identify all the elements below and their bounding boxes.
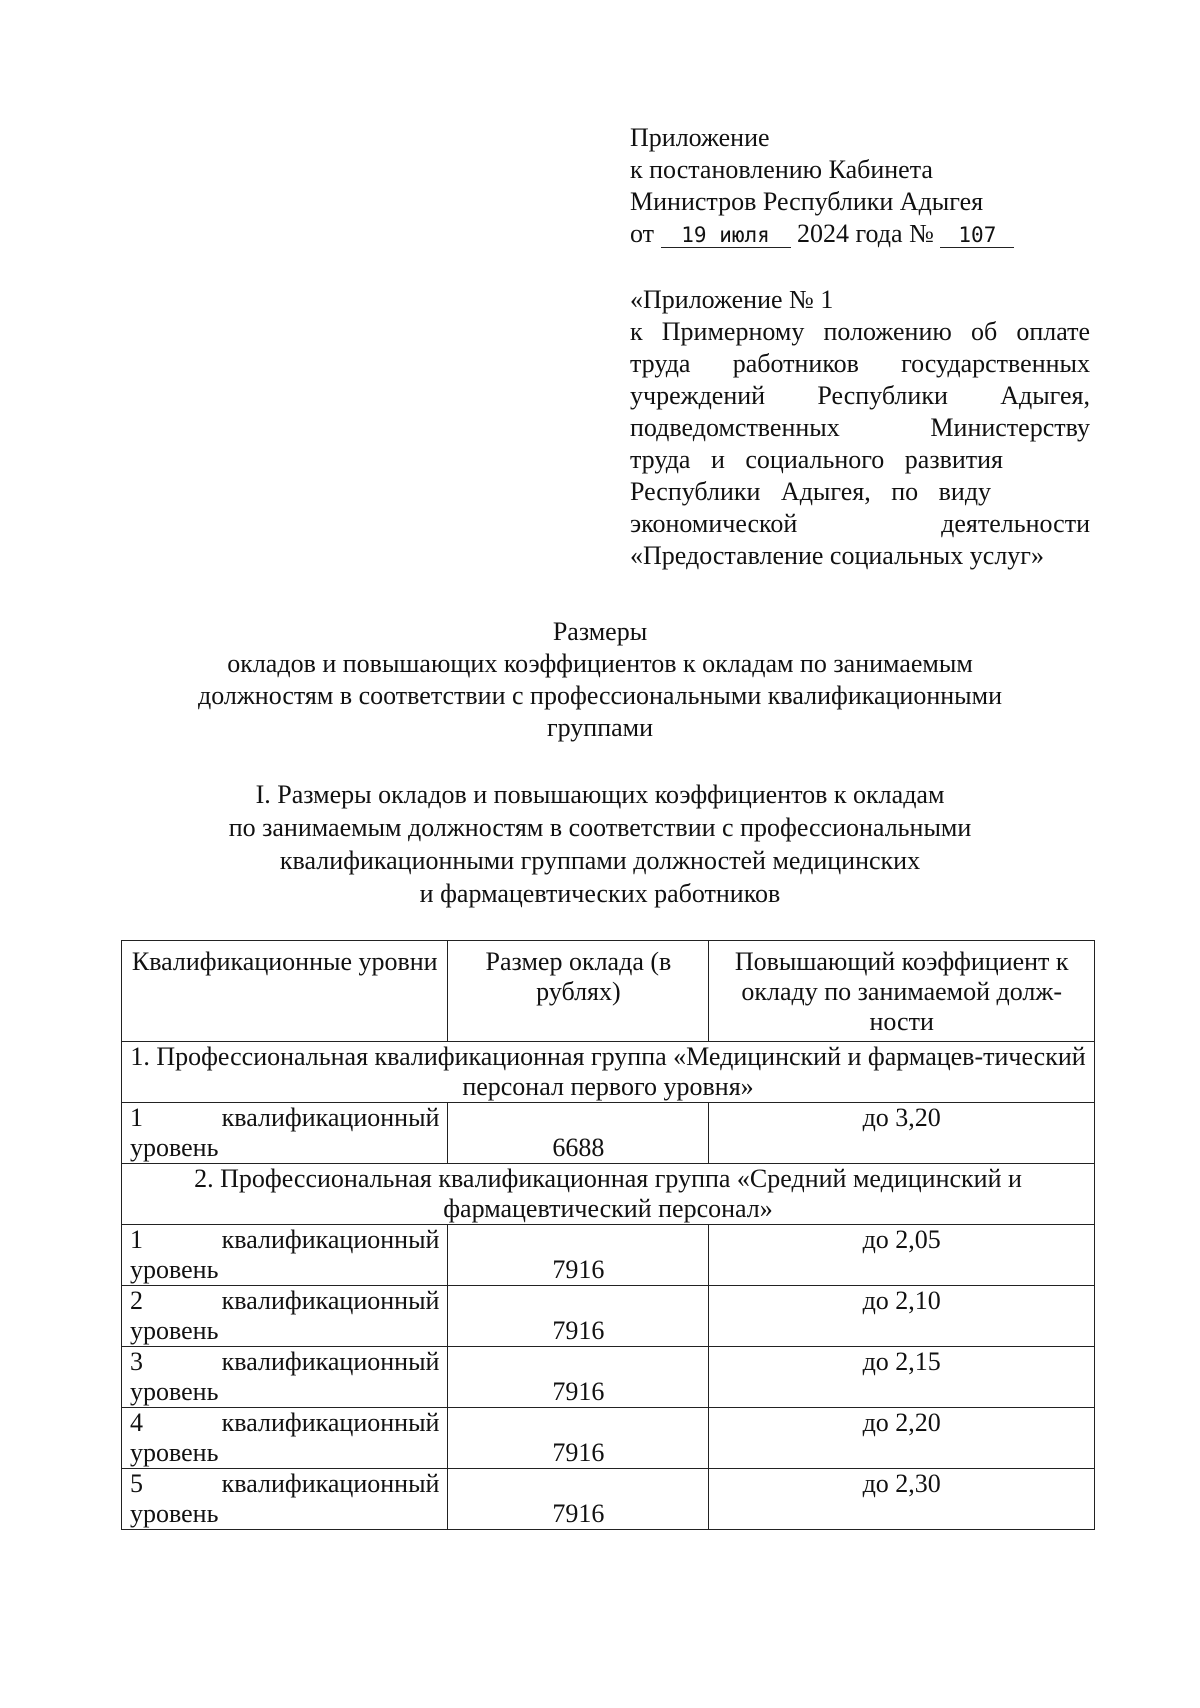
reference-line: «Приложение № 1 [630, 285, 834, 314]
coefficient-value: до 2,10 [862, 1286, 941, 1315]
coefficient-value: до 3,20 [862, 1103, 941, 1132]
level-number: 2 [130, 1286, 143, 1315]
coefficient-value: до 2,15 [862, 1347, 941, 1376]
reference-line: «Предоставление социальных услуг» [630, 541, 1044, 570]
level-number: 5 [130, 1469, 143, 1498]
salary-value: 7916 [552, 1377, 605, 1406]
year-text: 2024 года № [797, 219, 934, 248]
salary-value: 7916 [552, 1255, 605, 1284]
title-line: должностям в соответствии с профессиональными квалификационными [197, 681, 1003, 710]
table-row [122, 1469, 1095, 1530]
header-levels: Квалификационные уровни [122, 941, 448, 1042]
section-line: по занимаемым должностям в соответствии с профессиональными [228, 813, 972, 842]
group-row [122, 1042, 1095, 1103]
coefficient-value: до 2,30 [862, 1469, 941, 1498]
level-number: 3 [130, 1347, 143, 1376]
reference-line: подведомственных Министерству [630, 413, 1090, 442]
header-coefficient: Повышающий коэффициент к окладу по занимаемой долж-ности [709, 941, 1095, 1042]
group-title: 2. Профессиональная квалификационная группа «Средний медицинский и фармацевтический персонал» [122, 1164, 1095, 1225]
level-word: квалификационный [221, 1469, 440, 1498]
header-salary: Размер оклада (в рублях) [448, 941, 709, 1042]
date-field: 19 июля [661, 223, 791, 248]
reference-line: к Примерному положению об оплате [630, 317, 1090, 346]
appendix-line: к постановлению Кабинета [630, 155, 933, 184]
level-word: квалификационный [221, 1103, 440, 1132]
salary-table [121, 940, 1095, 1530]
salary-value: 7916 [552, 1438, 605, 1467]
number-field: 107 [940, 223, 1014, 248]
coefficient-value: до 2,20 [862, 1408, 941, 1437]
level-unit: уровень [130, 1316, 219, 1345]
group-title: 1. Профессиональная квалификационная группа «Медицинский и фармацев-тический персонал первого уровня» [122, 1042, 1095, 1103]
group-row [122, 1164, 1095, 1225]
reference-line: экономической деятельности [630, 509, 1090, 538]
date-prefix: от [630, 219, 655, 248]
level-word: квалификационный [221, 1408, 440, 1437]
reference-line: учреждений Республики Адыгея, [630, 381, 1090, 410]
reference-line: труда работников государственных [630, 349, 1090, 378]
level-unit: уровень [130, 1438, 219, 1467]
level-number: 1 [130, 1103, 143, 1132]
reference-line: Республики Адыгея, по виду [630, 477, 992, 506]
reference-line: труда и социального развития [630, 445, 1004, 474]
level-word: квалификационный [221, 1225, 440, 1254]
level-unit: уровень [130, 1377, 219, 1406]
level-number: 1 [130, 1225, 143, 1254]
section-heading [120, 778, 1080, 910]
level-word: квалификационный [221, 1347, 440, 1376]
title-line: Размеры [552, 617, 648, 646]
section-line: и фармацевтических работников [419, 879, 781, 908]
appendix-reference [630, 284, 1090, 572]
salary-value: 6688 [552, 1133, 605, 1162]
title-line: окладов и повышающих коэффициентов к окладам по занимаемым [227, 649, 973, 678]
table-header-row [122, 941, 1095, 1042]
table-row [122, 1225, 1095, 1286]
section-line: I. Размеры окладов и повышающих коэффициентов к окладам [255, 780, 945, 809]
appendix-header [630, 122, 1090, 250]
level-unit: уровень [130, 1499, 219, 1528]
table-row [122, 1347, 1095, 1408]
salary-value: 7916 [552, 1499, 605, 1528]
appendix-line: Министров Республики Адыгея [630, 187, 984, 216]
title-line: группами [546, 713, 654, 742]
level-number: 4 [130, 1408, 143, 1437]
appendix-date-line [630, 218, 1090, 250]
coefficient-value: до 2,05 [862, 1225, 941, 1254]
section-line: квалификационными группами должностей медицинских [279, 846, 921, 875]
table-row [122, 1103, 1095, 1164]
appendix-line: Приложение [630, 123, 770, 152]
level-unit: уровень [130, 1133, 219, 1162]
table-row [122, 1408, 1095, 1469]
level-unit: уровень [130, 1255, 219, 1284]
level-word: квалификационный [221, 1286, 440, 1315]
document-title [120, 616, 1080, 744]
table-row [122, 1286, 1095, 1347]
salary-value: 7916 [552, 1316, 605, 1345]
